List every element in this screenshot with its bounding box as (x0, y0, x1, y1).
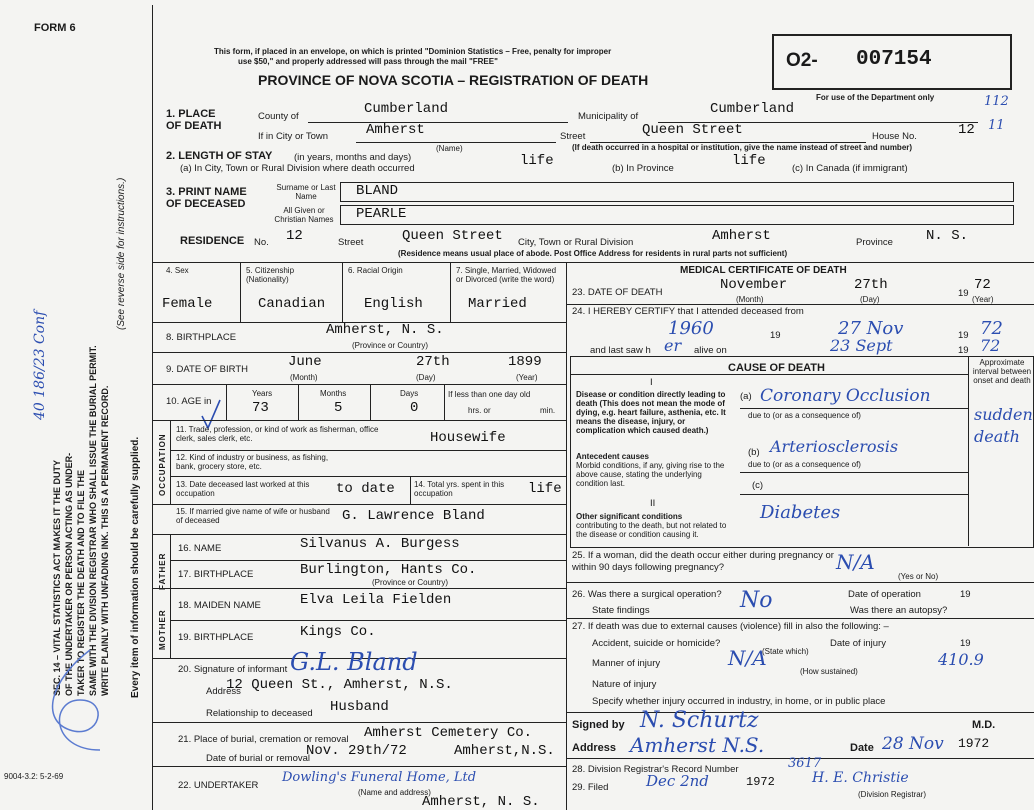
signed-by-value: N. Schurtz (640, 708, 759, 733)
death-year: 72 (974, 277, 991, 293)
relationship-value: Husband (330, 699, 389, 715)
last-worked-label: 13. Date deceased last worked at this occupation (176, 480, 310, 498)
row-rule (170, 620, 566, 621)
birthplace-value: Amherst, N. S. (326, 322, 444, 338)
stay-a-value: life (520, 153, 554, 169)
stay-label-note: (in years, months and days) (294, 152, 412, 163)
death-day: 27th (854, 277, 888, 293)
county-line (308, 122, 568, 123)
medical-heading: MEDICAL CERTIFICATE OF DEATH (680, 265, 847, 276)
dept-use-label: For use of the Department only (816, 93, 935, 102)
other-label: Other significant conditions (576, 512, 683, 521)
marital-value: Married (468, 296, 527, 312)
mother-birthplace-value: Kings Co. (300, 624, 376, 640)
reg-prefix: O2- (786, 50, 818, 71)
row-rule (152, 534, 566, 535)
cause-a-line (740, 408, 968, 409)
name-caption: (Name) (436, 144, 463, 153)
dob-day: 27th (416, 354, 450, 370)
state-findings: State findings (592, 605, 650, 616)
part-two: II (650, 498, 656, 509)
row-rule (170, 560, 566, 561)
cause-b-line (740, 472, 968, 473)
part-one: I (650, 377, 653, 388)
sex-value: Female (162, 296, 213, 312)
supply-note: Every item of information should be carefully supplied. (130, 436, 141, 698)
occupation-vertical: OCCUPATION (158, 433, 167, 496)
trade-label: 11. Trade, profession, or kind of work as fisherman, office clerk, sales clerk, etc. (176, 425, 379, 443)
last-worked-value: to date (336, 481, 395, 497)
q25-caption: (Yes or No) (898, 572, 939, 581)
dept-code-1: 112 (984, 94, 1009, 109)
address-value: Amherst N.S. (630, 733, 765, 757)
stay-label: 2. LENGTH OF STAY (166, 150, 273, 162)
undertaker-town: Amherst, N. S. (422, 794, 540, 810)
place-label: 1. PLACE OF DEATH (166, 108, 222, 132)
other-value: Diabetes (760, 502, 841, 523)
attended-to: 27 Nov (838, 318, 904, 339)
due-to-2: due to (or as a consequence of) (748, 460, 861, 469)
other-desc: contributing to the death, but not related to the disease or condition causing it. (576, 521, 727, 539)
municipality-label: Municipality of (578, 111, 639, 122)
col-rule (342, 262, 343, 322)
legal-line-3: TAKER TO REGISTER THE DEATH AND TO FILE THE (76, 469, 86, 696)
col-rule (410, 476, 411, 504)
col-rule (298, 384, 299, 420)
q27-label: 27. If death was due to external causes (violence) fill in also the following: – (572, 621, 889, 632)
racial-value: English (364, 296, 423, 312)
last-saw-label: and last saw h (590, 345, 651, 356)
signed-by-label: Signed by (572, 719, 625, 731)
death-cap-year: (Year) (972, 295, 994, 304)
house-label: House No. (872, 131, 917, 142)
filed-year: 1972 (746, 775, 775, 789)
burial-place: Amherst Cemetery Co. (364, 725, 533, 741)
city-line (356, 142, 556, 143)
date-value: 28 Nov (882, 734, 944, 754)
q25-value: N/A (836, 550, 875, 574)
death-date-label: 23. DATE OF DEATH (572, 287, 663, 298)
specify-label: Specify whether injury occurred in industry, in home, or in public place (592, 696, 886, 707)
house-value: 12 (958, 122, 975, 138)
legal-line-5: WRITE PLAINLY WITH UNFADING INK. THIS IS A PERMANENT RECORD. (100, 385, 110, 696)
row-rule (152, 588, 566, 589)
antecedent-label: Antecedent causes (576, 452, 649, 461)
cause-b-label: (b) (748, 447, 760, 458)
city-label: If in City or Town (258, 131, 329, 142)
interval-col (968, 356, 969, 546)
last-saw-date: 23 Sept (830, 336, 893, 355)
residence-province-label: Province (856, 237, 893, 248)
informant-signature-label: 20. Signature of informant (178, 664, 288, 675)
stay-b-label: (b) In Province (612, 163, 674, 174)
md-label: M.D. (972, 719, 996, 731)
marital-label: 7. Single, Married, Widowed or Divorced (write the word) (456, 266, 557, 284)
registrar-signature: H. E. Christie (812, 770, 909, 786)
legal-line-2: OF THE UNDERTAKER OR PERSON ACTING AS UNDER- (64, 452, 74, 696)
date-injury-label: Date of injury (830, 638, 886, 649)
manner-value: N/A (728, 646, 767, 670)
approx-interval-label: Approximate interval between onset and death (972, 358, 1032, 385)
months-value: 5 (334, 400, 343, 416)
undertaker-caption: (Name and address) (358, 788, 431, 797)
last-saw-year: 72 (980, 336, 1001, 355)
autopsy-label: Was there an autopsy? (850, 605, 948, 616)
cause-c-label: (c) (752, 480, 764, 491)
registration-number-box (772, 34, 1012, 90)
father-vertical: FATHER (158, 552, 167, 590)
row-rule (566, 304, 1034, 305)
spouse-value: G. Lawrence Bland (342, 508, 485, 524)
cause-a-label: (a) (740, 391, 752, 402)
handwritten-side-note: 40 186/23 Conf (32, 310, 48, 420)
antecedent-desc: Morbid conditions, if any, giving rise to the above cause, stating the underlying condition last. (576, 461, 725, 488)
state-which: (State which) (762, 647, 809, 656)
father-birthplace-label: 17. BIRTHPLACE (178, 569, 254, 580)
attended-year: 72 (980, 318, 1003, 339)
dob-cap-day: (Day) (416, 373, 436, 382)
left-margin-rule (152, 5, 153, 810)
residence-no: 12 (286, 228, 303, 244)
street-label: Street (560, 131, 586, 142)
trade-value: Housewife (430, 430, 506, 446)
days-label: Days (400, 389, 419, 398)
years-value: 73 (252, 400, 269, 416)
burial-town: Amherst,N.S. (454, 743, 555, 759)
undertaker-label: 22. UNDERTAKER (178, 780, 259, 791)
informant-address-label: Address (206, 686, 241, 697)
year-19-d: 19 (960, 638, 971, 649)
year-19-b: 19 (958, 345, 969, 356)
dob-cap-year: (Year) (516, 373, 538, 382)
total-years-value: life (528, 481, 562, 497)
county-value: Cumberland (364, 101, 449, 117)
death-month: November (720, 277, 788, 293)
residence-street-label: Street (338, 237, 364, 248)
col-rule (370, 384, 371, 420)
row-rule (152, 504, 566, 505)
city-value: Amherst (366, 122, 425, 138)
col-rule (170, 420, 171, 504)
last-saw-pronoun: er (664, 336, 682, 355)
given-value: PEARLE (356, 206, 407, 222)
spouse-label: 15. If married give name of wife or husband of deceased (176, 507, 330, 525)
col-rule (444, 384, 445, 420)
row-rule (152, 352, 566, 353)
manner-label: Manner of injury (592, 658, 661, 669)
dob-month: June (288, 354, 322, 370)
burial-date: Nov. 29th/72 (306, 743, 407, 759)
residence-city: Amherst (712, 228, 771, 244)
residence-label: RESIDENCE (180, 235, 245, 247)
birthplace-caption: (Province or Country) (352, 341, 429, 350)
father-name-value: Silvanus A. Burgess (300, 536, 460, 552)
dob-label: 9. DATE OF BIRTH (166, 364, 248, 375)
side-flourish (30, 640, 120, 760)
given-box (340, 205, 1014, 225)
surname-value: BLAND (356, 183, 399, 199)
stay-b-value: life (732, 153, 766, 169)
months-label: Months (320, 389, 347, 398)
row-rule (566, 618, 1034, 619)
interval-value: sudden death (974, 405, 1033, 446)
father-name-label: 16. NAME (178, 543, 222, 554)
form-code: 9004-3.2: 5-2-69 (4, 772, 64, 781)
row-rule (570, 374, 968, 375)
mother-birthplace-label: 19. BIRTHPLACE (178, 632, 254, 643)
death-cap-day: (Day) (860, 295, 880, 304)
registrar-caption: (Division Registrar) (858, 790, 927, 799)
year-19-a: 19 (958, 330, 969, 341)
legal-line-1: SEC. 14 – VITAL STATISTICS ACT MAKES IT THE DUTY (52, 459, 62, 696)
days-value: 0 (410, 400, 419, 416)
filed-value: Dec 2nd (646, 772, 709, 790)
surname-label: Surname or Last Name (276, 183, 336, 201)
row-rule (566, 582, 1034, 583)
mother-maiden-value: Elva Leila Fielden (300, 592, 452, 608)
relationship-label: Relationship to deceased (206, 708, 313, 719)
stay-a-label: (a) In City, Town or Rural Division where death occurred (180, 163, 415, 174)
name-label: 3. PRINT NAME OF DECEASED (166, 186, 247, 210)
dob-year: 1899 (508, 354, 542, 370)
cause-heading: CAUSE OF DEATH (728, 362, 825, 374)
citizenship-label: 5. Citizenship (Nationality) (246, 266, 295, 284)
burial-place-label: 21. Place of burial, cremation or removal (178, 734, 349, 745)
attended-to-label: 19 (770, 330, 781, 341)
industry-label: 12. Kind of industry or business, as fishing, bank, grocery store, etc. (176, 453, 329, 471)
age-label: 10. AGE in (166, 396, 212, 407)
mother-vertical: MOTHER (158, 609, 167, 650)
burial-date-label: Date of burial or removal (206, 753, 311, 764)
q26-value: No (740, 588, 773, 613)
notice-line-2: use $50," and properly addressed will pass through the mail "FREE" (238, 57, 498, 66)
date-year: 1972 (958, 736, 990, 751)
divider (152, 262, 1034, 263)
notice-line-1: This form, if placed in an envelope, on which is printed "Dominion Statistics – Free, penalty for improper (214, 47, 612, 56)
reg-number: 007154 (856, 48, 932, 71)
cause-c-line (740, 494, 968, 495)
row-rule (566, 712, 1034, 713)
legal-line-4: SAME WITH THE DIVISION REGISTRAR WHO SHALL ISSUE THE BURIAL PERMIT. (88, 345, 98, 696)
less-than-day-label: If less than one day old (448, 390, 531, 399)
alive-on-label: alive on (694, 345, 727, 356)
death-year-prefix: 19 (958, 288, 969, 299)
col-rule (450, 262, 451, 322)
given-label: All Given or Christian Names (274, 206, 334, 224)
informant-address: 12 Queen St., Amherst, N.S. (226, 677, 453, 693)
birthplace-label: 8. BIRTHPLACE (166, 332, 237, 343)
min-label: min. (540, 406, 556, 415)
column-divider (566, 262, 567, 810)
row-rule (152, 722, 566, 723)
col-rule (226, 384, 227, 420)
informant-signature: G.L. Bland (290, 648, 418, 676)
cause-b-value: Arteriosclerosis (770, 437, 899, 456)
cause-a-value: Coronary Occlusion (760, 386, 931, 406)
q26-label: 26. Was there a surgical operation? (572, 589, 722, 600)
row-rule (170, 476, 566, 477)
undertaker-value: Dowling's Funeral Home, Ltd (282, 770, 477, 785)
racial-label: 6. Racial Origin (348, 266, 403, 275)
surname-box (340, 182, 1014, 202)
father-birthplace-value: Burlington, Hants Co. (300, 562, 477, 578)
code-value: 410.9 (938, 650, 984, 669)
row-rule (170, 450, 566, 451)
instruction-note: (See reverse side for instructions.) (116, 177, 127, 330)
accident-label: Accident, suicide or homicide? (592, 638, 721, 649)
nature-label: Nature of injury (592, 679, 657, 690)
row-rule (152, 384, 566, 385)
form-label: FORM 6 (34, 22, 76, 34)
father-birthplace-caption: (Province or Country) (372, 578, 449, 587)
county-label: County of (258, 111, 299, 122)
date-label: Date (850, 742, 874, 754)
sex-label: 4. Sex (166, 266, 189, 275)
residence-note: (Residence means usual place of abode. Post Office Address for residents in rural parts not sufficient) (398, 249, 788, 258)
col-rule (240, 262, 241, 322)
hospital-note: (If death occurred in a hospital or institution, give the name instead of street and number) (572, 143, 913, 152)
residence-province: N. S. (926, 228, 969, 244)
mother-maiden-label: 18. MAIDEN NAME (178, 600, 261, 611)
record-label: 28. Division Registrar's Record Number (572, 764, 739, 775)
row-rule (152, 420, 566, 421)
residence-no-label: No. (254, 237, 269, 248)
filed-label: 29. Filed (572, 782, 609, 793)
date-of-operation: Date of operation (848, 589, 921, 600)
q25-label: 25. If a woman, did the death occur either during pregnancy or within 90 days following pregnancy? (572, 550, 834, 573)
col-rule (170, 534, 171, 658)
due-to-1: due to (or as a consequence of) (748, 411, 861, 420)
municipality-value: Cumberland (710, 101, 795, 117)
record-value: 3617 (788, 756, 822, 771)
years-label: Years (252, 389, 273, 398)
attended-from: 1960 (668, 318, 714, 339)
street-value: Queen Street (642, 122, 743, 138)
how-sustained: (How sustained) (800, 667, 858, 676)
residence-city-label: City, Town or Rural Division (518, 237, 634, 248)
total-years-label: 14. Total yrs. spent in this occupation (414, 480, 505, 498)
disease-label: Disease or condition directly leading to death (This does not mean the mode of dying, e.g. heart failure, asthenia, etc. It means the disease, injury, or complication which caused death.) (576, 390, 726, 435)
dept-code-2: 11 (988, 118, 1005, 133)
dob-cap-month: (Month) (290, 373, 318, 382)
year-19-c: 19 (960, 589, 971, 600)
citizenship-value: Canadian (258, 296, 326, 312)
hrs-label: hrs. or (468, 406, 491, 415)
residence-street: Queen Street (402, 228, 503, 244)
address-label: Address (572, 742, 617, 754)
death-cap-month: (Month) (736, 295, 764, 304)
row-rule (152, 766, 566, 767)
stay-c-label: (c) In Canada (if immigrant) (792, 163, 908, 174)
page-title: PROVINCE OF NOVA SCOTIA – REGISTRATION OF DEATH (258, 72, 649, 88)
certify-label: 24. I HEREBY CERTIFY that I attended deceased from (572, 306, 804, 317)
